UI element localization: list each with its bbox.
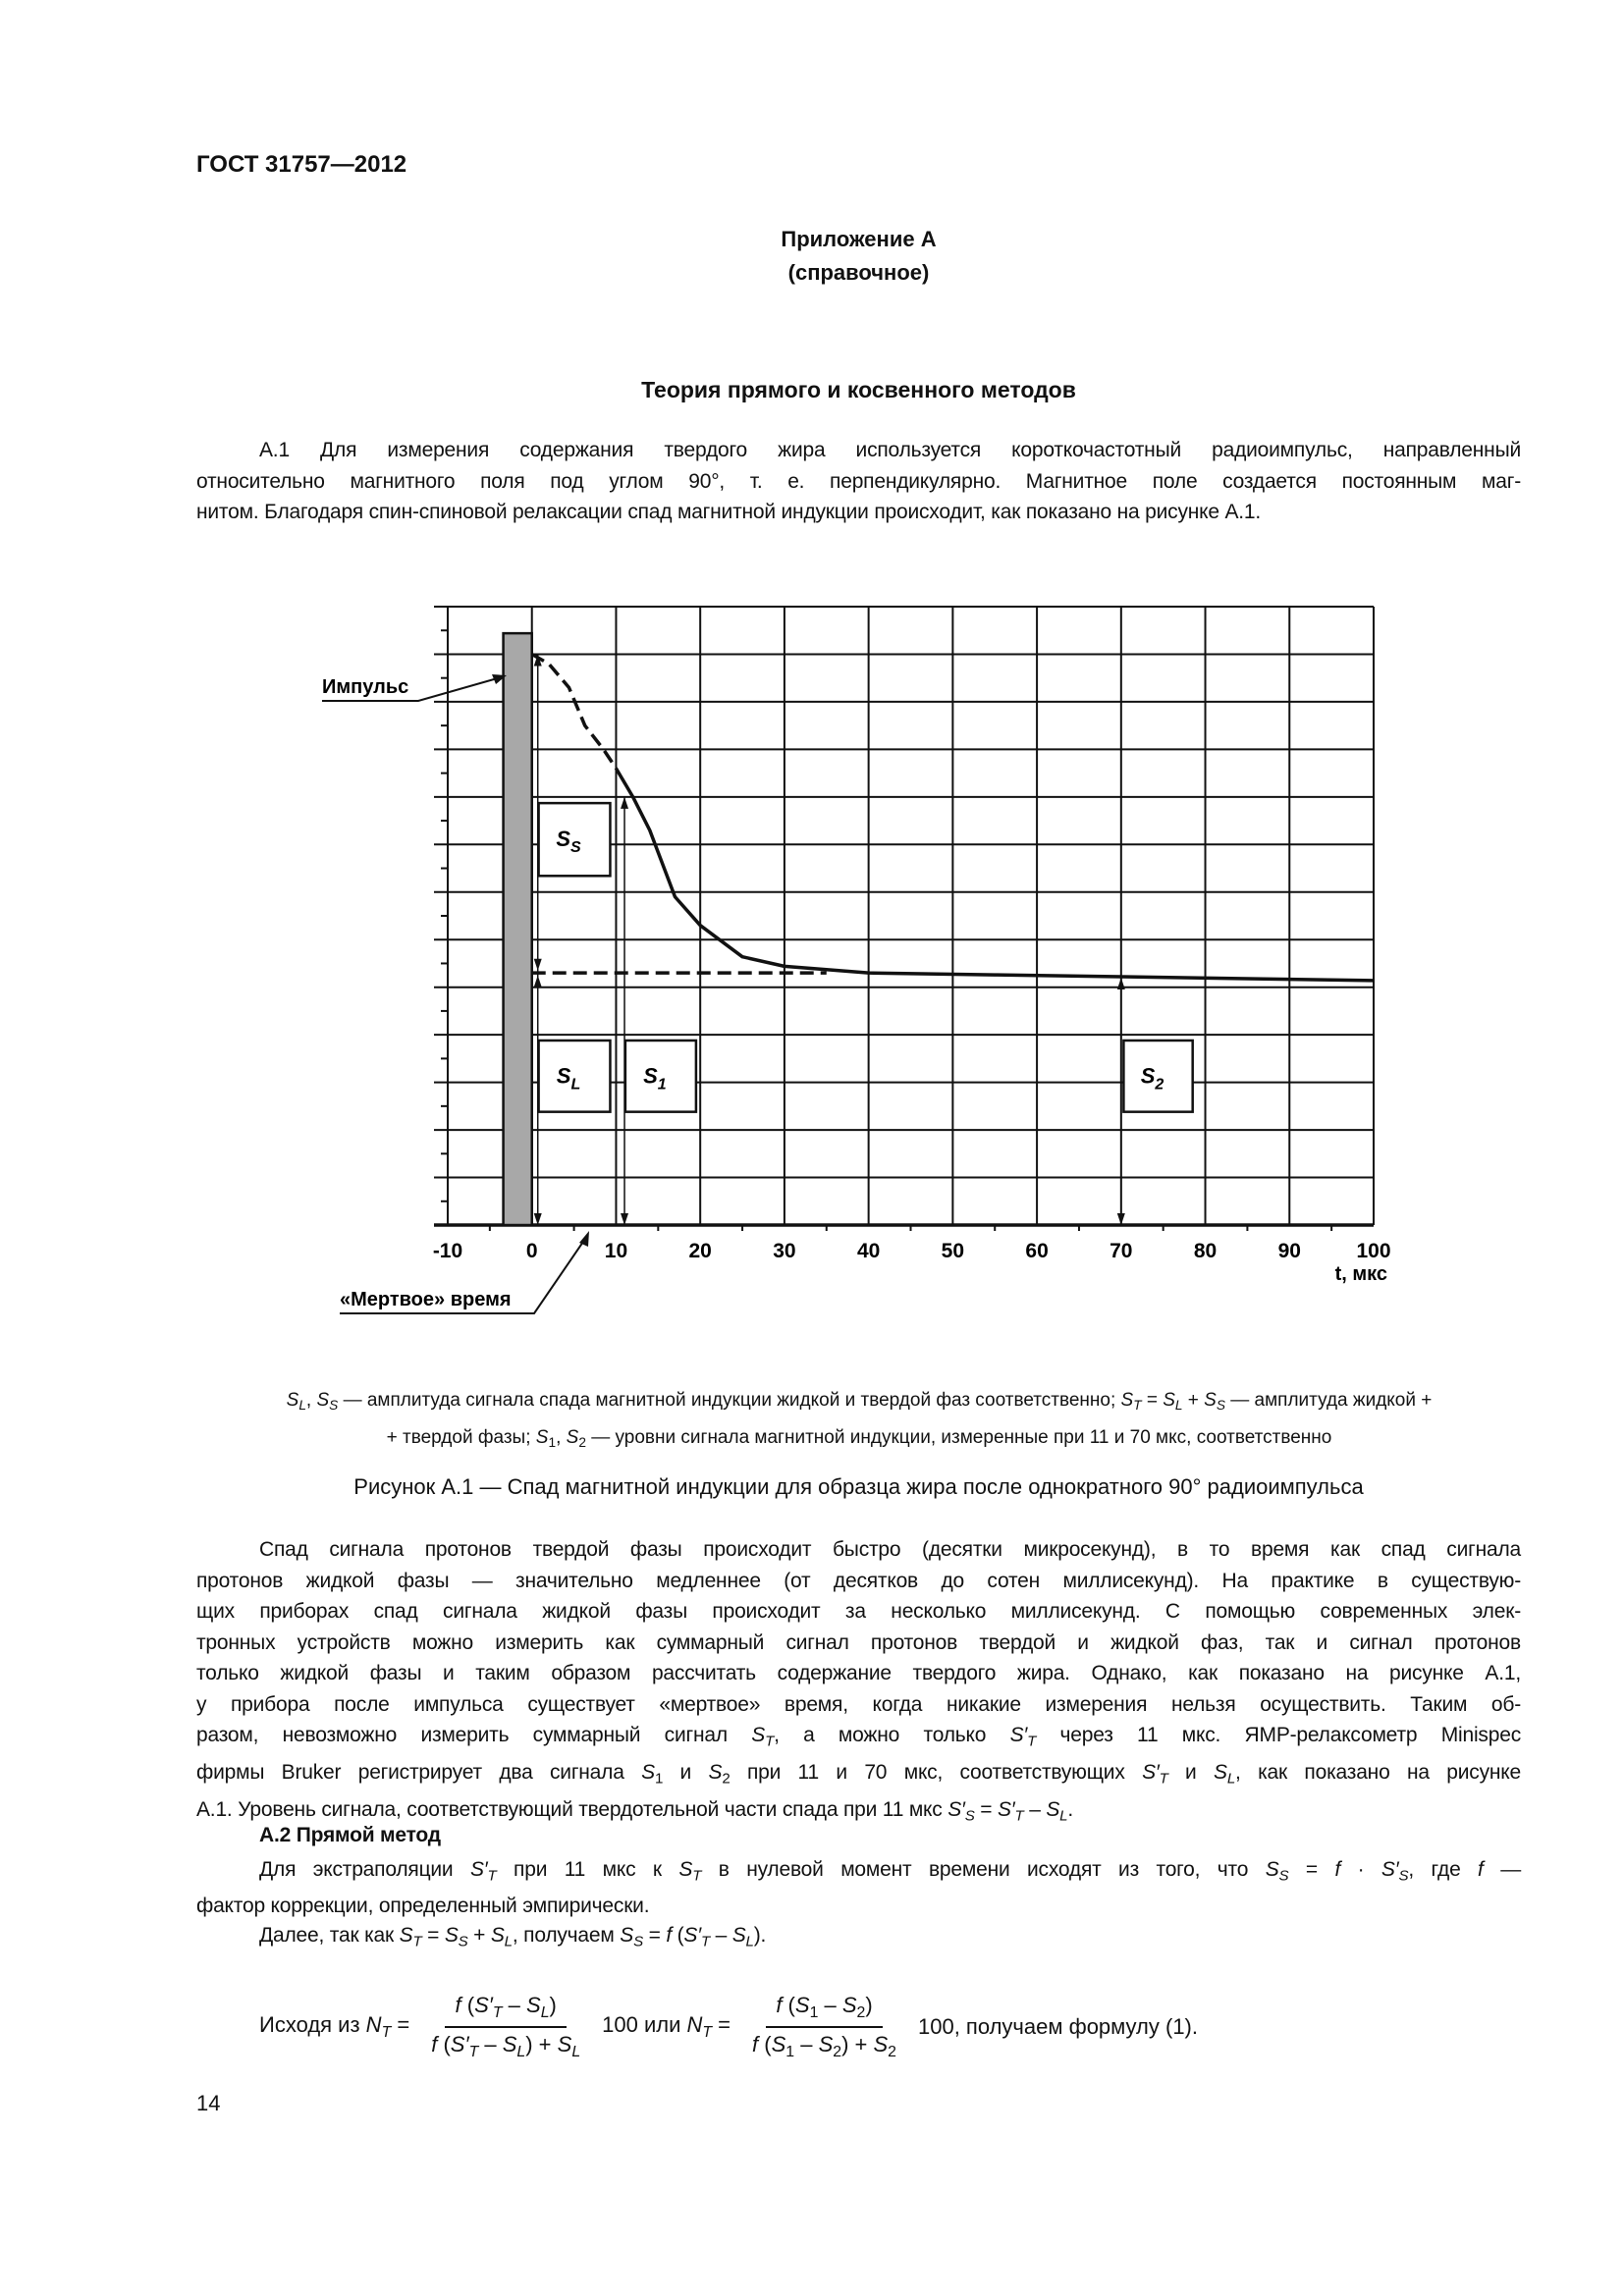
- text-segment: — амплитуда жидкой +: [1224, 1390, 1433, 1411]
- math-variable: S: [731, 1923, 746, 1947]
- text-segment: ) +: [525, 2031, 558, 2056]
- math-variable: S: [794, 1993, 810, 2017]
- math-variable: N: [365, 2011, 382, 2037]
- x-tick-label: 50: [941, 1240, 965, 1262]
- document-code: ГОСТ 31757—2012: [196, 151, 407, 178]
- x-tick-label: 20: [688, 1240, 712, 1262]
- text-segment: А.1. Уровень сигнала, соответствующий твердотельной части спада при 11 мкс: [196, 1798, 948, 1822]
- subscript: T: [487, 1867, 497, 1885]
- section-heading: А.2 Прямой метод: [259, 1824, 441, 1846]
- subscript: S: [329, 1398, 339, 1414]
- text-segment: Спад сигнала протонов твердой фазы происходит быстро (десятки микросекунд), в то время как спад сигнала: [259, 1538, 1521, 1561]
- denominator: [742, 2028, 906, 2061]
- math-variable: S′: [998, 1798, 1015, 1822]
- math-variable: N: [686, 2011, 703, 2037]
- section-a2: [196, 1816, 1521, 1956]
- math-variable: S′: [474, 1993, 493, 2017]
- text-line: [196, 1689, 1521, 1721]
- series-line: [532, 654, 617, 768]
- pulse-bar: [504, 633, 532, 1225]
- text-segment: , а можно только: [774, 1724, 1010, 1746]
- x-tick-label: 100: [1356, 1240, 1391, 1262]
- subscript: 1: [809, 2003, 819, 2021]
- text-segment: , где: [1408, 1858, 1479, 1881]
- x-tick-label: 30: [773, 1240, 796, 1262]
- subscript: L: [1174, 1398, 1183, 1414]
- math-variable: f: [431, 2031, 438, 2056]
- subscript: 2: [888, 2043, 896, 2060]
- text-segment: и: [663, 1761, 709, 1785]
- text-line: [196, 1892, 1521, 1921]
- text-segment: Для экстраполяции: [259, 1858, 470, 1881]
- text-segment: нитом. Благодаря спин-спиновой релаксации спад магнитной индукции происходит, как показано на рисунке А.1.: [196, 501, 1262, 523]
- subscript: 2: [578, 1435, 586, 1451]
- text-segment: через 11 мкс. ЯМР-релаксометр Minispec: [1036, 1724, 1521, 1746]
- subscript: L: [540, 2003, 550, 2021]
- math-variable: S: [557, 2031, 572, 2056]
- text-line: [196, 497, 1521, 528]
- text-segment: — уровни сигнала магнитной индукции, измеренные при 11 и 70 мкс, соответственно: [585, 1427, 1332, 1449]
- arrow-down-icon: [534, 1213, 542, 1225]
- math-variable: S: [771, 2031, 786, 2056]
- subscript: L: [504, 1933, 513, 1950]
- text-segment: разом, невозможно измерить суммарный сигнал: [196, 1724, 752, 1746]
- text-segment: ·: [1340, 1858, 1381, 1881]
- appendix-kind: (справочное): [787, 260, 930, 285]
- text-segment: (: [460, 1993, 475, 2017]
- text-segment: –: [1023, 1798, 1047, 1822]
- text-segment: — амплитуда сигнала спада магнитной индукции жидкой и твердой фаз соответственно;: [338, 1390, 1121, 1411]
- text-segment: А.1 Для измерения содержания твердого жира используется короткочастотный радиоимпульс, направленный: [259, 439, 1521, 461]
- subscript: S: [633, 1933, 643, 1950]
- arrow-up-icon: [1117, 978, 1125, 989]
- text-segment: =: [712, 2011, 731, 2037]
- fraction: [421, 1993, 590, 2061]
- text-segment: ): [865, 1993, 873, 2017]
- text-line: [196, 1720, 1521, 1757]
- page-number: 14: [196, 2091, 221, 2115]
- text-segment: =: [642, 1923, 667, 1947]
- legend-line: [167, 1421, 1551, 1459]
- math-variable: S: [526, 1993, 541, 2017]
- math-variable: S: [1204, 1390, 1217, 1411]
- subscript: S: [1278, 1867, 1289, 1885]
- text-line: [196, 1596, 1521, 1628]
- subscript: T: [1159, 1770, 1168, 1788]
- subscript: 1: [548, 1435, 557, 1451]
- math-variable: S: [620, 1923, 634, 1947]
- subscript: L: [745, 1933, 754, 1950]
- subscript: T: [381, 2023, 392, 2041]
- text-segment: при 11 мкс к: [496, 1858, 679, 1881]
- subscript: T: [702, 2023, 713, 2041]
- text-line: [196, 1534, 1521, 1566]
- dead-time-label: «Мертвое» время: [340, 1289, 512, 1310]
- label-sl: $S_L$: [556, 1063, 581, 1094]
- text-segment: —: [1483, 1858, 1521, 1881]
- x-tick-label: 60: [1025, 1240, 1049, 1262]
- math-variable: S: [444, 1923, 459, 1947]
- text-segment: при 11 и 70 мкс, соответствующих: [730, 1761, 1143, 1785]
- subscript: T: [492, 2003, 503, 2021]
- subscript: 1: [785, 2043, 795, 2060]
- x-tick-label: 40: [856, 1240, 881, 1262]
- math-variable: f: [752, 2031, 759, 2056]
- x-tick-label: 10: [604, 1240, 628, 1262]
- label-ss: $S_S$: [556, 827, 581, 857]
- math-variable: S: [286, 1390, 299, 1411]
- math-variable: f: [1478, 1858, 1484, 1881]
- math-variable: S: [873, 2031, 889, 2056]
- text-segment: =: [974, 1798, 998, 1822]
- x-tick-label: 80: [1193, 1240, 1218, 1262]
- math-variable: S: [1265, 1858, 1279, 1881]
- text-line: [196, 1921, 1521, 1957]
- text-segment: 100 или: [602, 2011, 687, 2037]
- math-variable: S′: [469, 1858, 488, 1881]
- math-variable: S: [566, 1427, 579, 1449]
- math-variable: S: [841, 1993, 857, 2017]
- subscript: 2: [833, 2043, 842, 2060]
- pulse-label: Импульс: [322, 676, 409, 698]
- math-variable: S: [399, 1923, 413, 1947]
- denominator: [421, 2028, 590, 2061]
- formula-tail: [918, 2014, 1198, 2040]
- text-segment: относительно магнитного поля под углом 90°, т. е. перпендикулярно. Магнитное поле создается постоянным маг-: [196, 469, 1521, 493]
- text-line: [196, 1628, 1521, 1659]
- x-tick-label: 90: [1277, 1240, 1301, 1262]
- x-tick-label: 70: [1110, 1240, 1133, 1262]
- text-segment: щих приборах спад сигнала жидкой фазы происходит за несколько миллисекунд. С помощью современных элек-: [196, 1600, 1521, 1623]
- formula-lead: [259, 2012, 409, 2042]
- text-segment: + твердой фазы;: [386, 1427, 536, 1449]
- figure-legend: [167, 1384, 1551, 1459]
- text-segment: –: [478, 2031, 503, 2056]
- text-segment: и: [1167, 1761, 1215, 1785]
- subscript: T: [700, 1933, 710, 1950]
- text-segment: +: [467, 1923, 491, 1947]
- subscript: T: [765, 1733, 775, 1750]
- text-segment: ,: [305, 1390, 317, 1411]
- x-tick-label: -10: [432, 1240, 463, 1262]
- text-segment: +: [1182, 1390, 1205, 1411]
- fraction: [742, 1993, 906, 2061]
- subscript: T: [412, 1933, 422, 1950]
- label-s1: $S_1$: [643, 1063, 667, 1094]
- text-segment: фирмы Bruker регистрирует два сигнала: [196, 1761, 642, 1785]
- math-variable: S′: [947, 1798, 965, 1822]
- math-variable: S′: [1009, 1724, 1028, 1746]
- text-segment: =: [391, 2011, 410, 2037]
- arrow-up-icon: [621, 797, 628, 809]
- subscript: S: [1398, 1867, 1409, 1885]
- text-segment: (: [758, 2031, 772, 2056]
- math-variable: S: [1214, 1761, 1227, 1785]
- math-variable: f: [1334, 1858, 1341, 1881]
- x-tick-label: 0: [525, 1240, 538, 1262]
- text-segment: Далее, так как: [259, 1923, 400, 1947]
- math-variable: S: [641, 1761, 655, 1785]
- arrow-down-icon: [621, 1213, 628, 1225]
- numerator: [766, 1993, 882, 2028]
- subscript: S: [1216, 1398, 1225, 1414]
- math-variable: f: [455, 1993, 461, 2017]
- subscript: S: [964, 1807, 975, 1825]
- text-line: [196, 435, 1521, 466]
- subscript: T: [1133, 1398, 1142, 1414]
- paragraph-a1: [196, 435, 1521, 528]
- subscript: T: [1014, 1807, 1024, 1825]
- text-line: [196, 466, 1521, 498]
- subscript: S: [458, 1933, 468, 1950]
- text-segment: (: [782, 1993, 795, 2017]
- text-segment: ).: [753, 1923, 767, 1947]
- text-segment: ,: [556, 1427, 567, 1449]
- math-variable: S: [708, 1761, 723, 1785]
- text-line: [196, 1658, 1521, 1689]
- formula-1: [259, 1993, 1198, 2061]
- text-segment: .: [1067, 1798, 1073, 1822]
- math-variable: S: [316, 1390, 330, 1411]
- numerator: [445, 1993, 566, 2028]
- math-variable: S: [535, 1427, 549, 1449]
- math-variable: f: [776, 1993, 783, 2017]
- subscript: L: [1226, 1770, 1236, 1788]
- math-variable: f: [666, 1923, 672, 1947]
- formula-mid: [602, 2012, 731, 2042]
- text-segment: (: [671, 1923, 684, 1947]
- subscript: L: [298, 1398, 306, 1414]
- text-segment: 100, получаем формулу (1).: [917, 2013, 1198, 2039]
- math-variable: S′: [1142, 1761, 1160, 1785]
- text-segment: ): [549, 1993, 557, 2017]
- math-variable: S′: [683, 1923, 701, 1947]
- appendix-title: Приложение А: [781, 227, 937, 251]
- text-segment: протонов жидкой фазы — значительно медленнее (от десятков до сотен миллисекунд). На практике в существую-: [196, 1569, 1521, 1592]
- section-title: Теория прямого и косвенного методов: [641, 377, 1076, 402]
- figure-caption: Рисунок А.1 — Спад магнитной индукции для образца жира после однократного 90° радиоимпульса: [353, 1474, 1364, 1499]
- text-segment: –: [794, 2031, 819, 2056]
- subscript: T: [692, 1867, 702, 1885]
- subscript: T: [468, 2043, 479, 2060]
- subscript: 2: [856, 2003, 866, 2021]
- arrow-up-icon: [534, 976, 542, 988]
- paragraph-2: [196, 1534, 1521, 1832]
- text-segment: Исходя из: [259, 2011, 366, 2037]
- arrow-down-icon: [534, 959, 542, 971]
- subscript: T: [1027, 1733, 1037, 1750]
- text-segment: (: [437, 2031, 451, 2056]
- math-variable: S: [1163, 1390, 1175, 1411]
- text-line: [196, 1566, 1521, 1597]
- math-variable: S: [490, 1923, 505, 1947]
- math-variable: S: [1120, 1390, 1134, 1411]
- text-line: [196, 1757, 1521, 1794]
- text-segment: только жидкой фазы и таким образом рассчитать содержание твердого жира. Однако, как показано на рисунке А.1,: [196, 1662, 1521, 1684]
- text-segment: , получаем: [512, 1923, 621, 1947]
- text-segment: –: [818, 1993, 842, 2017]
- math-variable: S′: [450, 2031, 469, 2056]
- math-variable: S: [818, 2031, 834, 2056]
- x-axis-label: t, мкс: [1334, 1263, 1387, 1285]
- math-variable: S: [1046, 1798, 1060, 1822]
- text-segment: у прибора после импульса существует «мертвое» время, когда никакие измерения нельзя осуществить. Таким об-: [196, 1692, 1521, 1716]
- math-variable: S: [502, 2031, 517, 2056]
- legend-line: [167, 1384, 1551, 1421]
- subscript: L: [571, 2043, 581, 2060]
- text-segment: в нулевой момент времени исходят из того, что: [701, 1858, 1266, 1881]
- text-segment: =: [1141, 1390, 1164, 1411]
- subscript: 2: [722, 1770, 731, 1788]
- math-variable: S: [678, 1858, 693, 1881]
- text-segment: , как показано на рисунке: [1235, 1761, 1521, 1785]
- text-segment: =: [421, 1923, 445, 1947]
- text-segment: –: [502, 1993, 527, 2017]
- label-s2: $S_2$: [1140, 1063, 1164, 1094]
- text-segment: тронных устройств можно измерить как суммарный сигнал протонов твердой и жидкой фаз, так и сигнал протонов: [196, 1630, 1521, 1654]
- text-segment: фактор коррекции, определенный эмпирически.: [196, 1894, 650, 1917]
- text-line: [196, 1855, 1521, 1892]
- subscript: L: [1059, 1807, 1068, 1825]
- subscript: L: [516, 2043, 526, 2060]
- arrow-down-icon: [1117, 1213, 1125, 1225]
- text-segment: ) +: [841, 2031, 874, 2056]
- text-segment: =: [1288, 1858, 1335, 1881]
- text-segment: –: [709, 1923, 732, 1947]
- subscript: 1: [654, 1770, 664, 1788]
- series-line: [616, 769, 1374, 981]
- math-variable: S′: [1380, 1858, 1399, 1881]
- figure-a1-chart: [0, 550, 1624, 1335]
- math-variable: S: [751, 1724, 766, 1746]
